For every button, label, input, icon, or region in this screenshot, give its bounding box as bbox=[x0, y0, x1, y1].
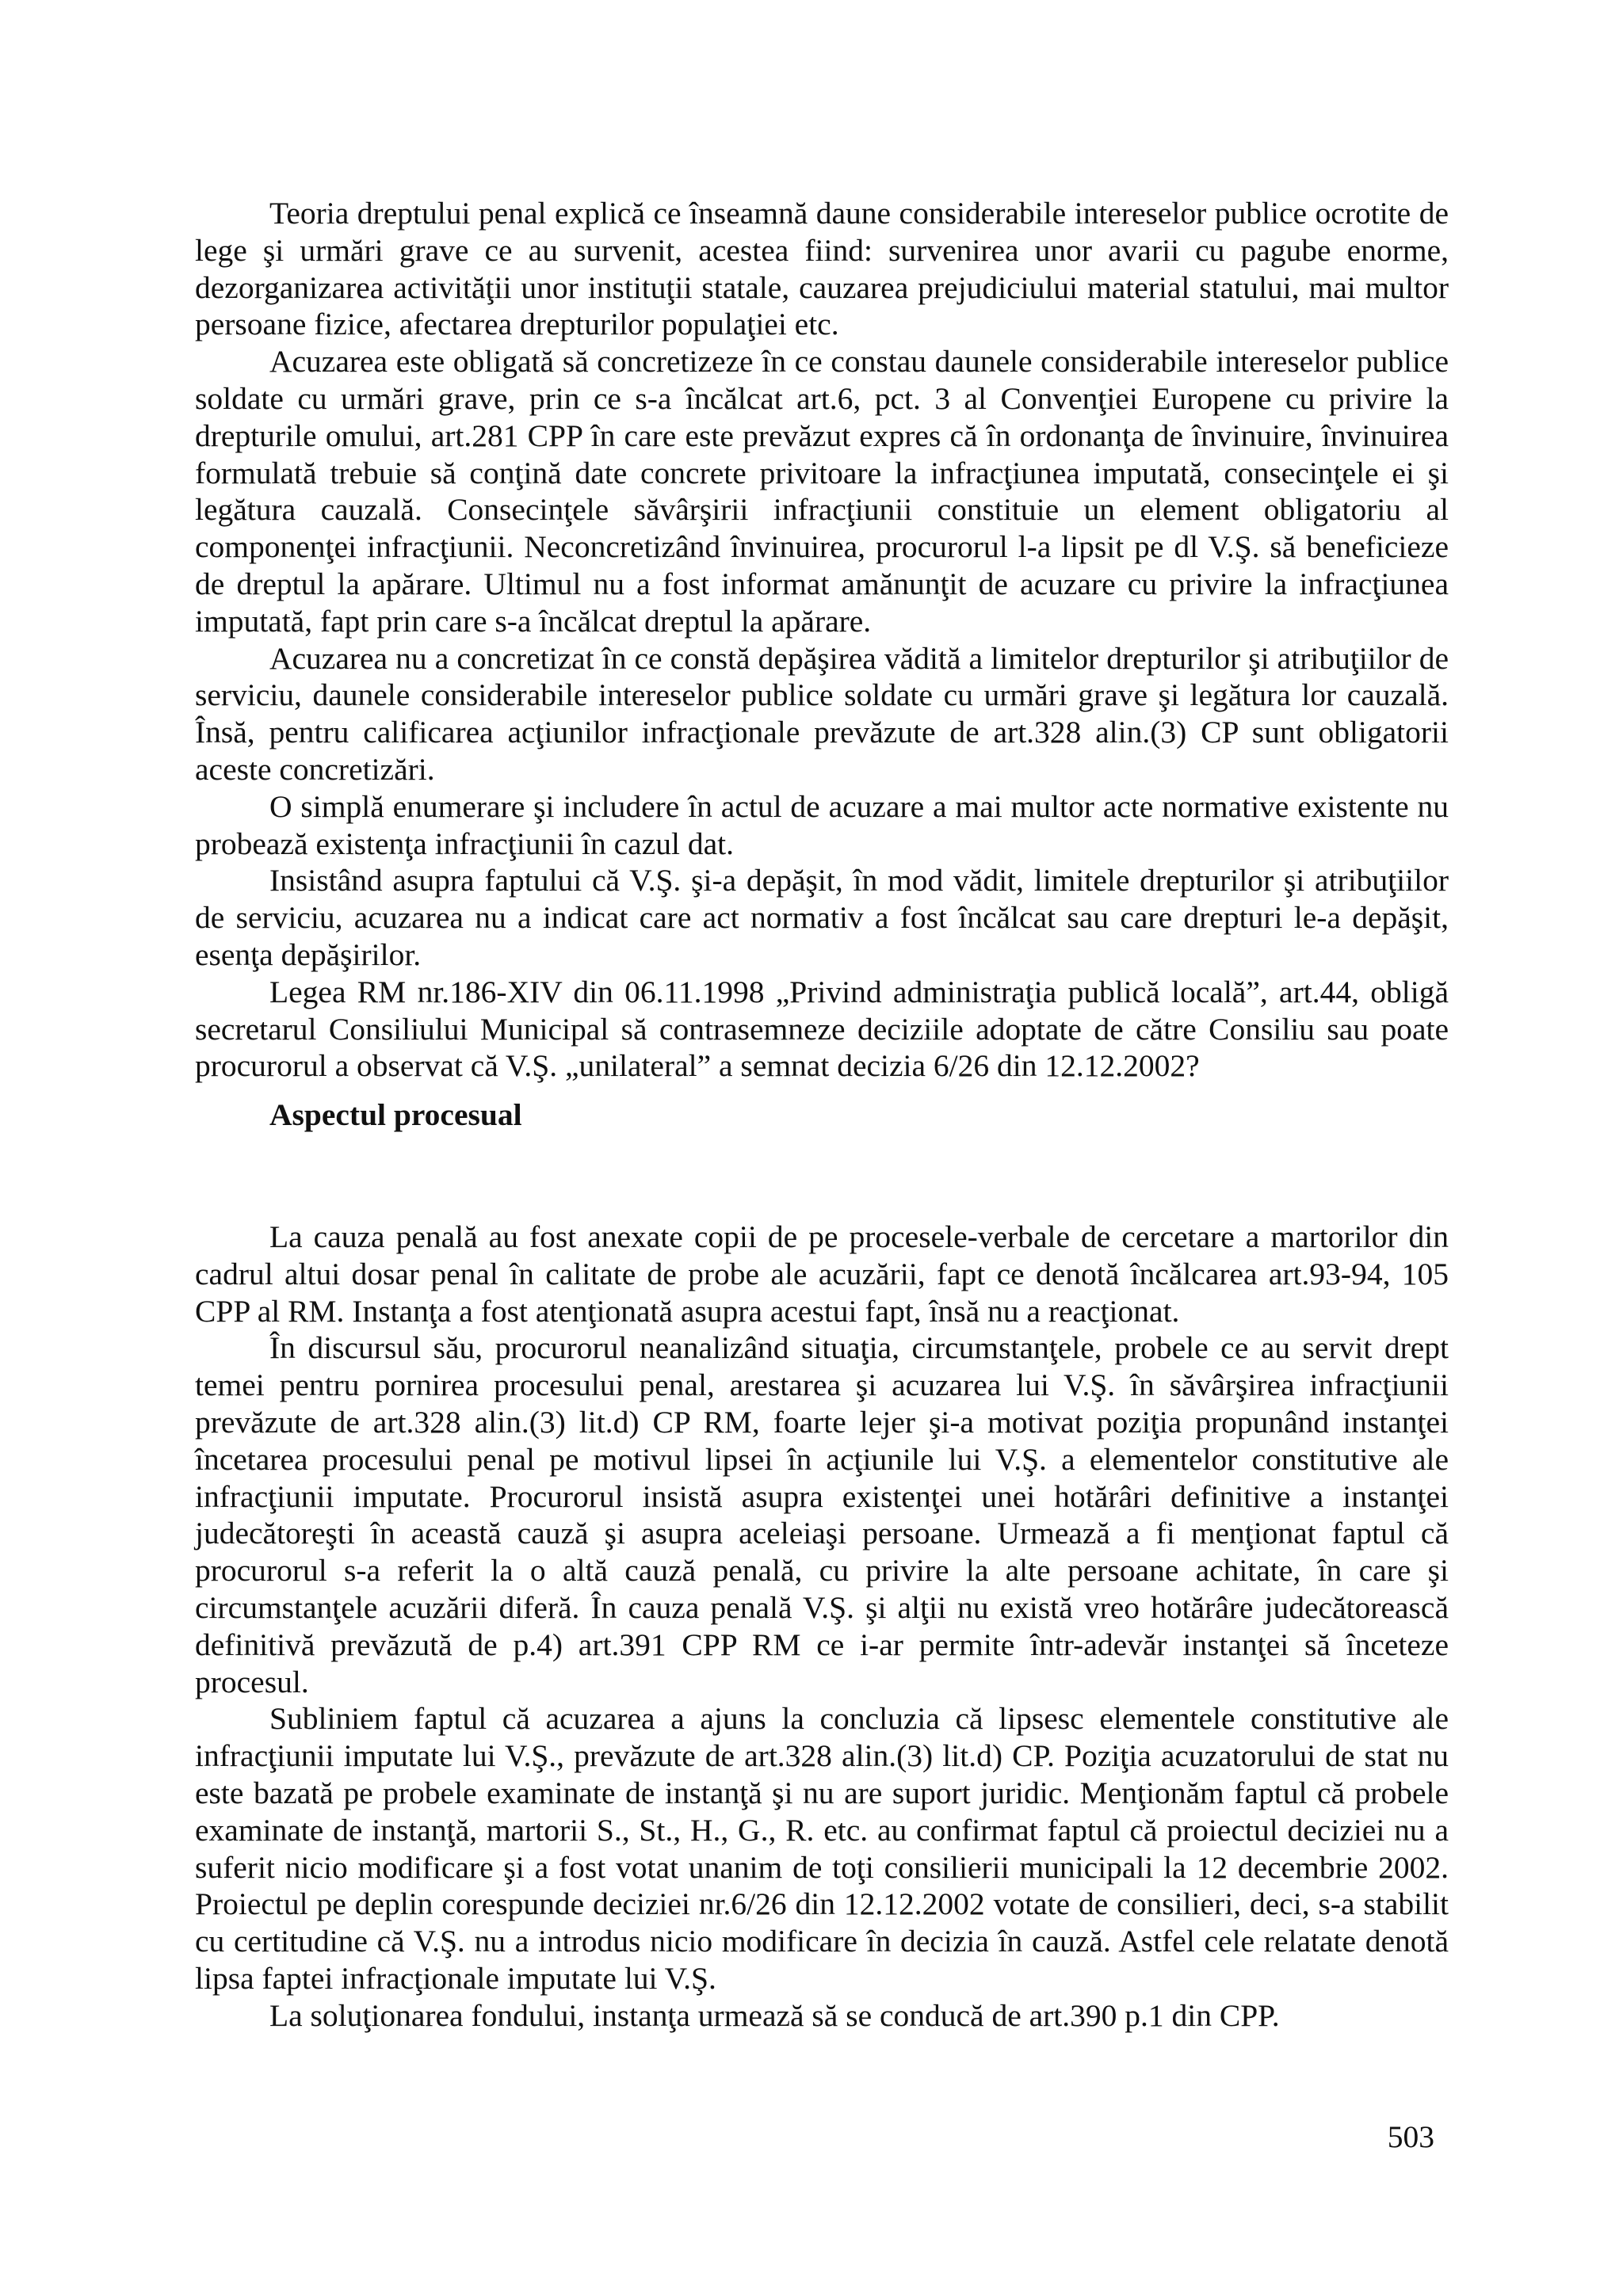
paragraph: Acuzarea nu a concretizat în ce constă depăşirea vădită a limitelor drepturilor şi atribuţiilor de serviciu, daunele considerabile intereselor publice soldate cu urmări grave şi legătura lor cauzală. Însă, pentru calificarea acţiunilor infracţionale prevăzute de art.328 alin.(3) CP sunt obligatorii aceste concretizări. bbox=[195, 640, 1449, 787]
page-number: 503 bbox=[1387, 2119, 1434, 2154]
section-1-body bbox=[195, 195, 1449, 1085]
paragraph: Insistând asupra faptului că V.Ş. şi-a depăşit, în mod vădit, limitele drepturilor şi atribuţiilor de serviciu, acuzarea nu a indicat care act normativ a fost încălcat sau care drepturi le-a depăşit, esenţa depăşirilor. bbox=[195, 863, 1449, 972]
paragraph: Teoria dreptului penal explică ce înseamnă daune considerabile intereselor publice ocrotite de lege şi urmări grave ce au survenit, acestea fiind: survenirea unor avarii cu pagube enorme, dezorganizarea activităţii unor instituţii statale, cauzarea prejudiciului material statului, mai multor persoane fizice, afectarea drepturilor populaţiei etc. bbox=[195, 196, 1449, 342]
paragraph: La soluţionarea fondului, instanţa urmează să se conducă de art.390 p.1 din CPP. bbox=[269, 1997, 1280, 2033]
paragraph: La cauza penală au fost anexate copii de pe procesele-verbale de cercetare a martorilor din cadrul altui dosar penal în calitate de probe ale acuzării, fapt ce denotă încălcarea art.93-94, 105 CPP al RM. Instanţa a fost atenţionată asupra acestui fapt, însă nu a reacţionat. bbox=[195, 1219, 1449, 1329]
paragraph: În discursul său, procurorul neanalizând situaţia, circumstanţele, probele ce au servit drept temei pentru pornirea procesului penal, arestarea şi acuzarea lui V.Ş. în săvârşirea infracţiunii prevăzute de art.328 alin.(3) lit.d) CP RM, foarte lejer şi-a motivat poziţia propunând instanţei încetarea procesului penal pe motivul lipsei în acţiunile lui V.Ş. a elementelor constitutive ale infracţiunii imputate. Procurorul insistă asupra existenţei unei hotărâri definitive a instanţei judecătoreşti în această cauză şi asupra aceleiaşi persoane. Urmează a fi menţionat faptul că procurorul s-a referit la o altă cauză penală, cu privire la alte persoane achitate, în care şi circumstanţele acuzării diferă. În cauza penală V.Ş. şi alţii nu există vreo hotărâre judecătorească definitivă prevăzută de p.4) art.391 CPP RM ce i-ar permite într-adevăr instanţei să înceteze procesul. bbox=[195, 1330, 1449, 1699]
section-2-body bbox=[195, 1219, 1449, 2035]
paragraph: Legea RM nr.186-XIV din 06.11.1998 „Privind administraţia publică locală”, art.44, obligă secretarul Consiliului Municipal să contrasemneze deciziile adoptate de către Consiliu sau poate procurorul a observat că V.Ş. „unilateral” a semnat decizia 6/26 din 12.12.2002? bbox=[195, 974, 1449, 1084]
paragraph: O simplă enumerare şi includere în actul de acuzare a mai multor acte normative existente nu probează existenţa infracţiunii în cazul dat. bbox=[195, 788, 1449, 861]
section-heading: Aspectul procesual bbox=[269, 1097, 522, 1132]
paragraph: Acuzarea este obligată să concretizeze în ce constau daunele considerabile intereselor publice soldate cu urmări grave, prin ce s-a încălcat art.6, pct. 3 al Convenţiei Europene cu privire la drepturile omului, art.281 CPP în care este prevăzut expres că în ordonanţa de învinuire, învinuirea formulată trebuie să conţină date concrete privitoare la infracţiunea imputată, consecinţele ei şi legătura cauzală. Consecinţele săvârşirii infracţiunii constituie un element obligatoriu al componenţei infracţiunii. Neconcretizând învinuirea, procurorul l-a lipsit pe dl V.Ş. să beneficieze de dreptul la apărare. Ultimul nu a fost informat amănunţit de acuzare cu privire la infracţiunea imputată, fapt prin care s-a încălcat dreptul la apărare. bbox=[195, 344, 1449, 639]
paragraph: Subliniem faptul că acuzarea a ajuns la concluzia că lipsesc elementele constitutive ale infracţiunii imputate lui V.Ş., prevăzute de art.328 alin.(3) lit.d) CP. Poziţia acuzatorului de stat nu este bazată pe probele examinate de instanţă şi nu are suport juridic. Menţionăm faptul că probele examinate de instanţă, martorii S., St., H., G., R. etc. au confirmat faptul că proiectul deciziei nu a suferit nicio modificare şi a fost votat unanim de toţi consilierii municipali la 12 decembrie 2002. Proiectul pe deplin corespunde deciziei nr.6/26 din 12.12.2002 votate de consilieri, deci, s-a stabilit cu certitudine că V.Ş. nu a introdus nicio modificare în decizia în cauză. Astfel cele relatate denotă lipsa faptei infracţionale imputate lui V.Ş. bbox=[195, 1701, 1449, 1996]
